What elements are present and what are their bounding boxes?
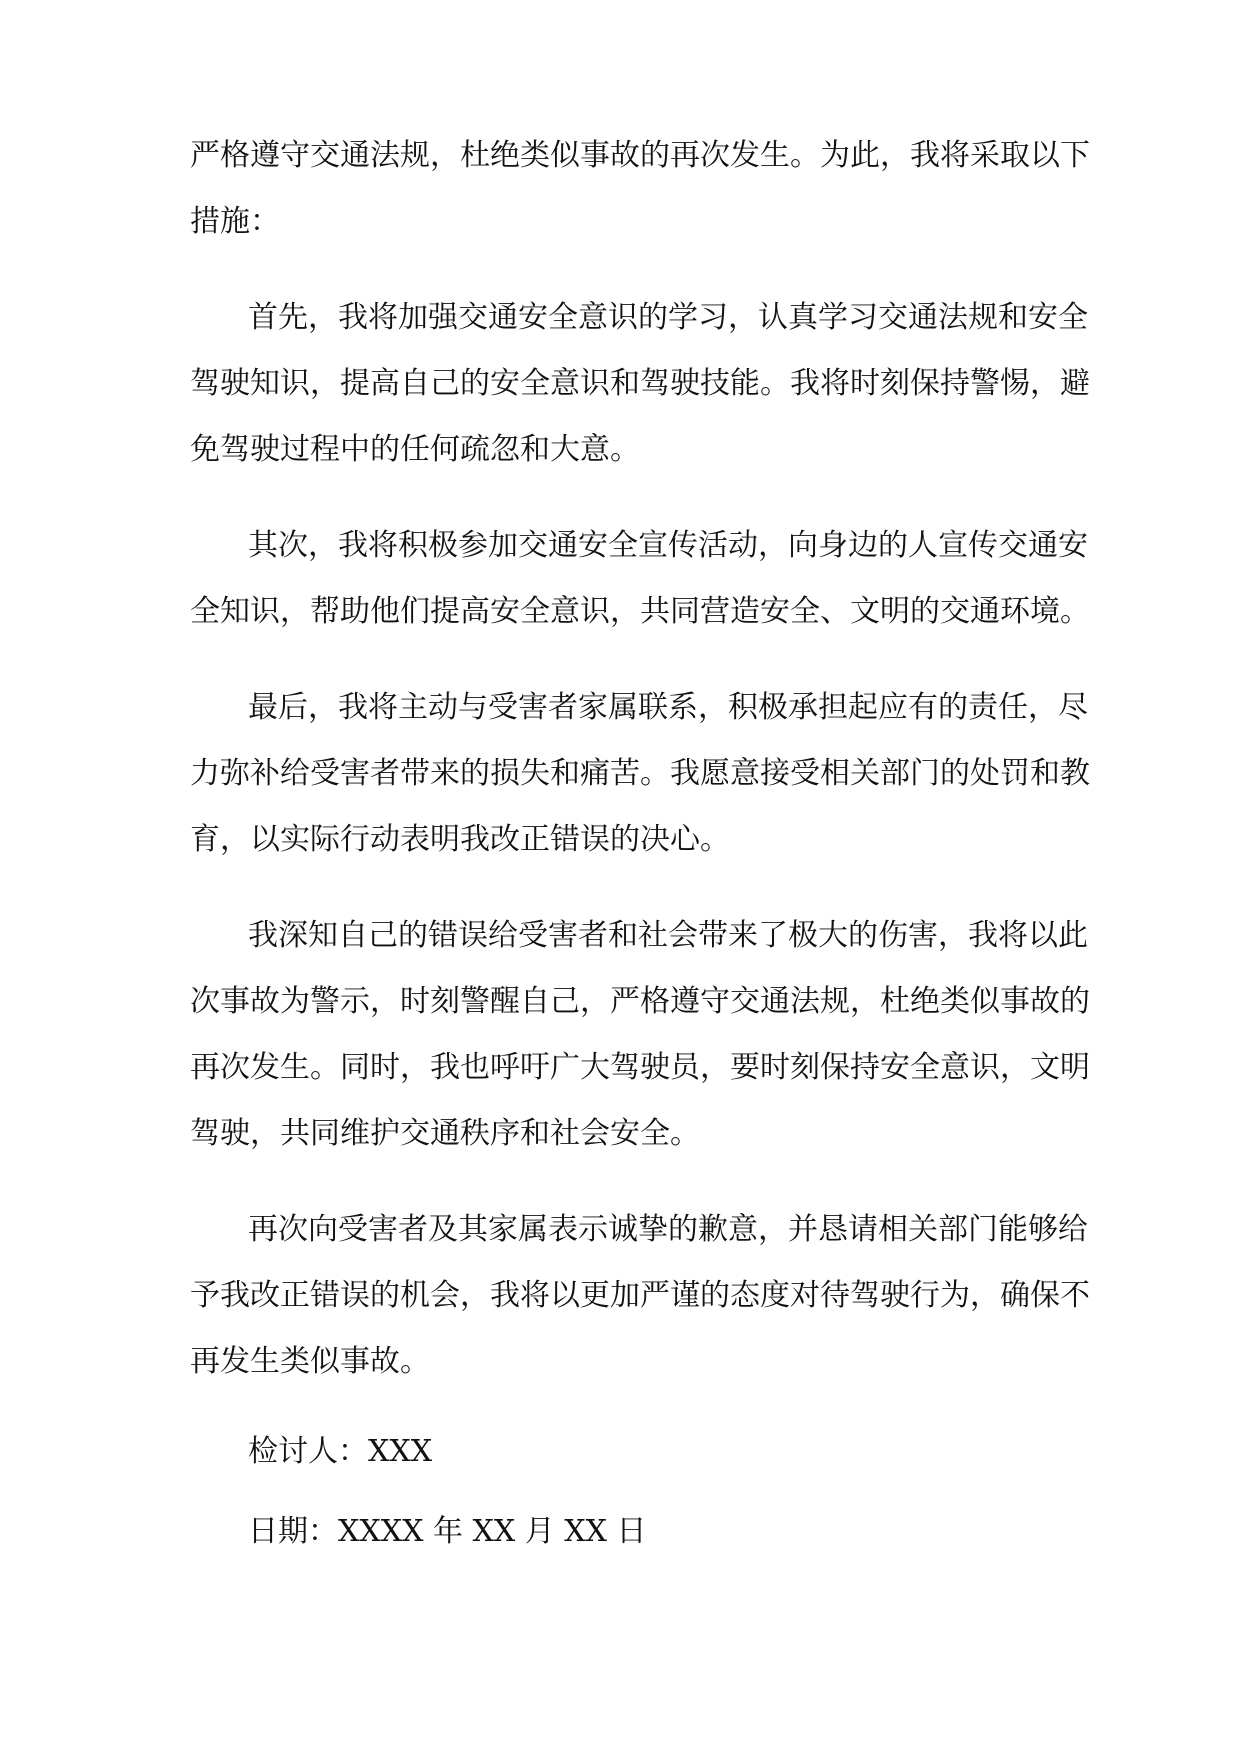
text-line: 措施： [190,204,280,239]
signature-date: 日期：XXXX 年 XX 月 XX 日 [248,1514,647,1549]
paragraph-first-line: 首先，我将加强交通安全意识的学习，认真学习交通法规和安全 [248,300,1088,335]
paragraph-first-line: 我深知自己的错误给受害者和社会带来了极大的伤害，我将以此 [248,918,1088,953]
text-line: 再发生类似事故。 [190,1344,430,1379]
text-line: 驾驶知识，提高自己的安全意识和驾驶技能。我将时刻保持警惕，避 [190,366,1090,401]
text-line: 全知识，帮助他们提高安全意识，共同营造安全、文明的交通环境。 [190,594,1090,629]
text-line: 严格遵守交通法规，杜绝类似事故的再次发生。为此，我将采取以下 [190,138,1090,173]
paragraph-first-line: 最后，我将主动与受害者家属联系，积极承担起应有的责任，尽 [248,690,1088,725]
text-line: 力弥补给受害者带来的损失和痛苦。我愿意接受相关部门的处罚和教 [190,756,1090,791]
text-line: 驾驶，共同维护交通秩序和社会安全。 [190,1116,700,1151]
text-line: 免驾驶过程中的任何疏忽和大意。 [190,432,640,467]
paragraph-first-line: 再次向受害者及其家属表示诚挚的歉意，并恳请相关部门能够给 [248,1212,1088,1247]
paragraph-first-line: 其次，我将积极参加交通安全宣传活动，向身边的人宣传交通安 [248,528,1088,563]
text-line: 再次发生。同时，我也呼吁广大驾驶员，要时刻保持安全意识，文明 [190,1050,1090,1085]
reviewer-signature: 检讨人：XXX [248,1434,433,1469]
text-line: 次事故为警示，时刻警醒自己，严格遵守交通法规，杜绝类似事故的 [190,984,1090,1019]
text-line: 育，以实际行动表明我改正错误的决心。 [190,822,730,857]
text-line: 予我改正错误的机会，我将以更加严谨的态度对待驾驶行为，确保不 [190,1278,1090,1313]
